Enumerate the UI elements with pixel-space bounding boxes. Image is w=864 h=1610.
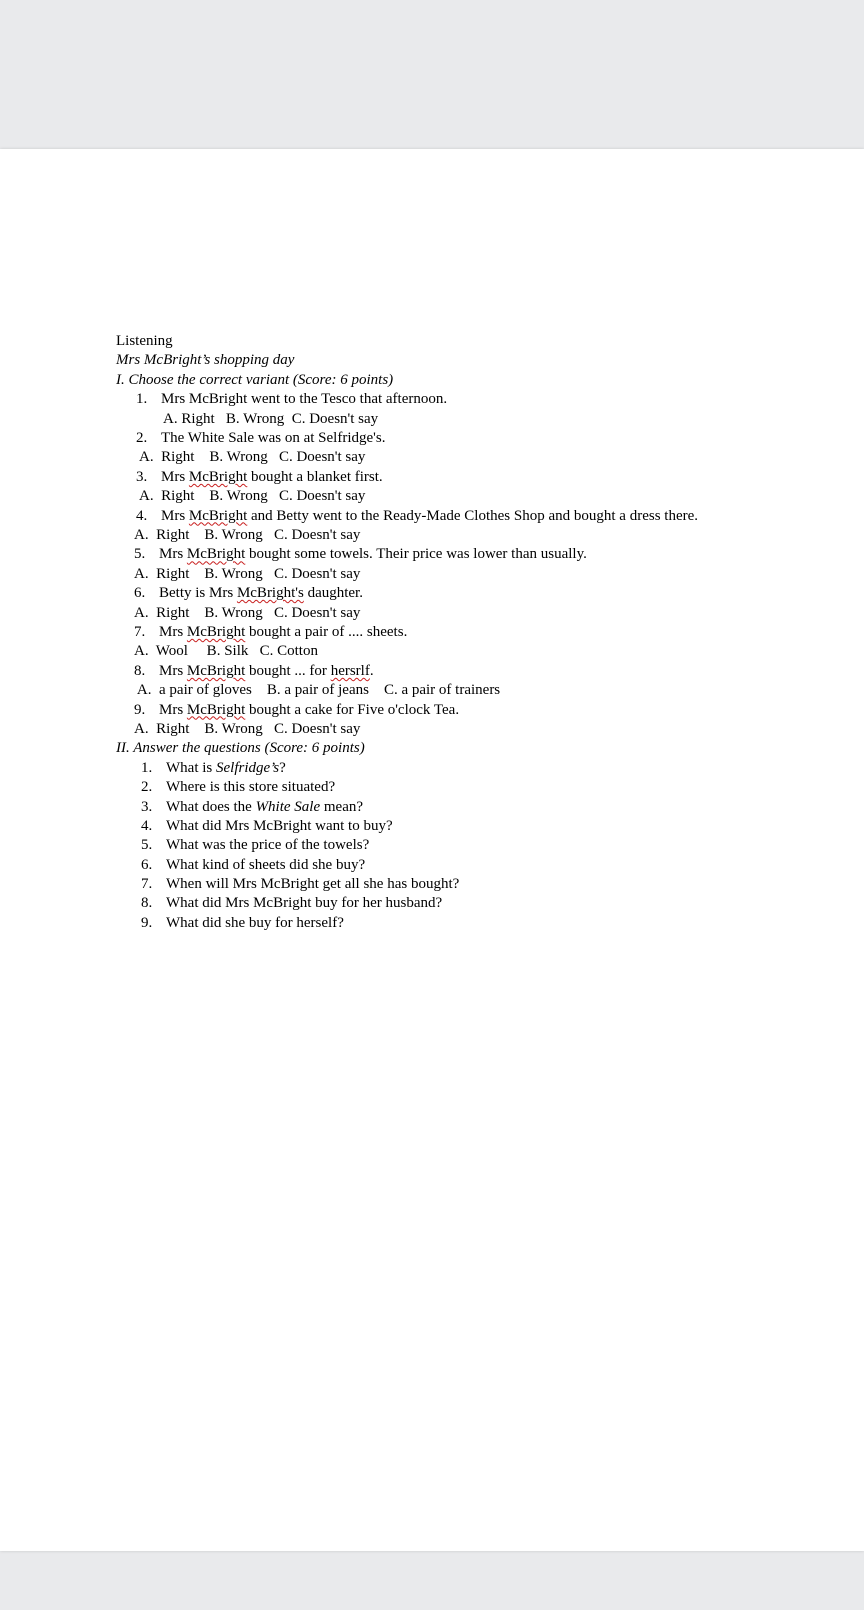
- question-number: 3.: [136, 468, 148, 485]
- mc-question: [116, 507, 816, 526]
- question-text: Mrs McBright bought a blanket first.: [161, 468, 383, 485]
- question-number: 2.: [136, 429, 148, 446]
- mc-question: [116, 701, 816, 720]
- mc-question: [116, 390, 816, 409]
- question-text: When will Mrs McBright get all she has bought?: [166, 876, 460, 893]
- spellcheck-word: McBright: [186, 623, 246, 640]
- question-number: 5.: [134, 546, 146, 563]
- open-question: [116, 798, 816, 817]
- section2-title: II. Answer the questions (Score: 6 points): [116, 740, 365, 757]
- open-question: [116, 778, 816, 797]
- question-text: Mrs McBright bought a cake for Five o'clock Tea.: [159, 701, 460, 718]
- question-number: 7.: [141, 876, 153, 893]
- question-text: Mrs McBright bought some towels. Their price was lower than usually.: [159, 546, 587, 563]
- question-number: 6.: [134, 585, 146, 602]
- document-page: [0, 149, 864, 1551]
- question-number: 2.: [141, 779, 153, 796]
- question-number: 4.: [141, 817, 153, 834]
- question-text: What did she buy for herself?: [166, 914, 344, 931]
- question-text: Mrs McBright went to the Tesco that afternoon.: [161, 391, 448, 408]
- open-question: [116, 759, 816, 778]
- answer-options: A. Right B. Wrong C. Doesn't say: [134, 604, 361, 621]
- answer-options: A. a pair of gloves B. a pair of jeans C. a pair of trainers: [134, 682, 501, 699]
- question-text: What is Selfridge’s?: [166, 759, 286, 776]
- answer-options: A. Right B. Wrong C. Doesn't say: [134, 720, 361, 737]
- spellcheck-word: McBright's: [236, 585, 304, 602]
- question-number: 5.: [141, 837, 153, 854]
- spellcheck-word: McBright: [186, 662, 246, 679]
- question-text: The White Sale was on at Selfridge's.: [161, 429, 386, 446]
- question-number: 7.: [134, 623, 146, 640]
- question-text: Betty is Mrs McBright's daughter.: [159, 585, 363, 602]
- question-number: 1.: [141, 759, 153, 776]
- spellcheck-word: McBright: [186, 701, 246, 718]
- question-number: 1.: [136, 391, 148, 408]
- mc-question: [116, 584, 816, 603]
- spellcheck-word: McBright: [188, 468, 248, 485]
- question-number: 4.: [136, 507, 148, 524]
- question-text: Mrs McBright and Betty went to the Ready-Made Clothes Shop and bought a dress there.: [161, 507, 699, 524]
- question-number: 9.: [134, 701, 146, 718]
- spellcheck-word: hersrlf: [330, 662, 370, 679]
- mc-question: [116, 662, 816, 681]
- question-text: Where is this store situated?: [166, 779, 336, 796]
- spellcheck-word: McBright: [186, 546, 246, 563]
- question-number: 8.: [134, 662, 146, 679]
- question-text: Mrs McBright bought a pair of .... sheets.: [159, 623, 408, 640]
- heading: Listening: [116, 333, 173, 349]
- question-number: 9.: [141, 914, 153, 931]
- open-question: [116, 817, 816, 836]
- question-text: What did Mrs McBright buy for her husband?: [166, 895, 443, 912]
- mc-question: [116, 468, 816, 487]
- subtitle: Mrs McBright’s shopping day: [116, 352, 295, 369]
- question-text: What does the White Sale mean?: [166, 798, 364, 815]
- answer-options: A. Right B. Wrong C. Doesn't say: [139, 449, 366, 466]
- question-number: 8.: [141, 895, 153, 912]
- mc-question: [116, 623, 816, 642]
- open-question: [116, 836, 816, 855]
- emphasis: Selfridge’s: [216, 759, 280, 776]
- answer-options: A. Right B. Wrong C. Doesn't say: [139, 488, 366, 505]
- answer-options: A. Right B. Wrong C. Doesn't say: [134, 526, 361, 543]
- mc-question: [116, 545, 816, 564]
- emphasis: White Sale: [255, 798, 321, 815]
- document-content: [116, 332, 816, 933]
- question-text: What did Mrs McBright want to buy?: [166, 817, 393, 834]
- answer-options: A. Wool B. Silk C. Cotton: [134, 643, 318, 660]
- question-text: What was the price of the towels?: [166, 837, 370, 854]
- open-question: [116, 894, 816, 913]
- section1-title: I. Choose the correct variant (Score: 6 points): [116, 371, 394, 388]
- open-question: [116, 875, 816, 894]
- answer-options: A. Right B. Wrong C. Doesn't say: [163, 410, 379, 427]
- question-text: What kind of sheets did she buy?: [166, 856, 366, 873]
- open-question: [116, 914, 816, 933]
- question-number: 3.: [141, 798, 153, 815]
- spellcheck-word: McBright: [188, 507, 248, 524]
- mc-question: [116, 429, 816, 448]
- question-text: Mrs McBright bought ... for hersrlf.: [159, 662, 374, 679]
- question-number: 6.: [141, 856, 153, 873]
- open-question: [116, 856, 816, 875]
- answer-options: A. Right B. Wrong C. Doesn't say: [134, 565, 361, 582]
